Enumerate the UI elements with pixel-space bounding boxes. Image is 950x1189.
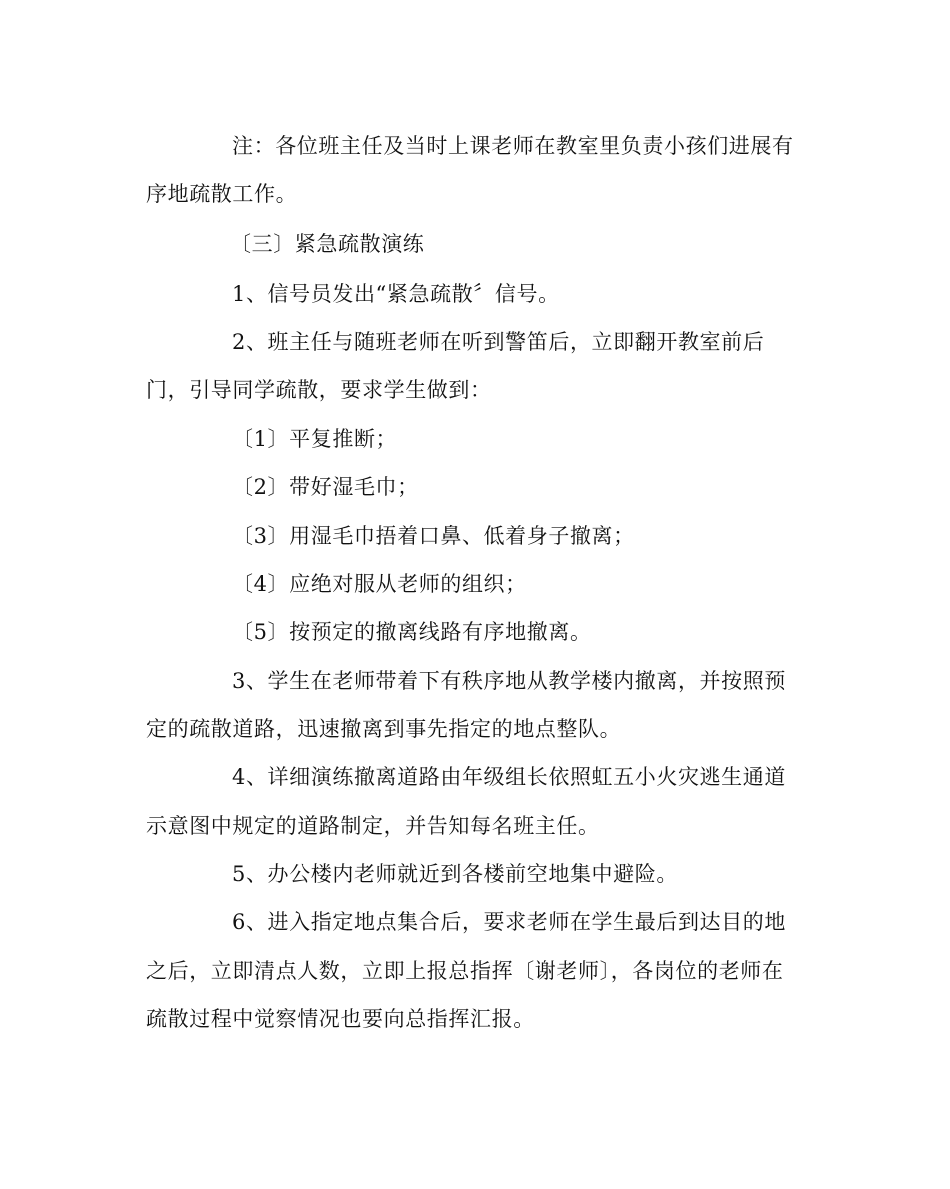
sub-item-1: 〔1〕平复推断； (232, 427, 398, 451)
note-line-1: 注：各位班主任及当时上课老师在教室里负责小孩们进展有 (232, 134, 794, 158)
item-2-line-1: 2、班主任与随班老师在听到警笛后，立即翻开教室前后 (232, 330, 765, 354)
sub-item-5: 〔5〕按预定的撤离线路有序地撤离。 (232, 620, 592, 644)
sub-item-3: 〔3〕用湿毛巾捂着口鼻、低着身子撤离； (232, 524, 635, 548)
item-6-line-1: 6、进入指定地点集合后，要求老师在学生最后到达目的地 (232, 910, 786, 934)
item-2-line-2: 门，引导同学疏散，要求学生做到： (146, 378, 492, 402)
section-heading: 〔三〕紧急疏散演练 (230, 232, 425, 256)
item-1-line-1: 1、信号员发出“紧急疏散〞信号。 (232, 282, 560, 306)
item-4-line-1: 4、详细演练撤离道路由年级组长依照虹五小火灾逃生通道 (232, 765, 786, 789)
item-5-line-1: 5、办公楼内老师就近到各楼前空地集中避险。 (232, 862, 678, 886)
item-4-line-2: 示意图中规定的道路制定，并告知每名班主任。 (146, 814, 600, 838)
sub-item-4: 〔4〕应绝对服从老师的组织； (232, 572, 527, 596)
item-3-line-2: 定的疏散道路，迅速撤离到事先指定的地点整队。 (146, 717, 622, 741)
item-3-line-1: 3、学生在老师带着下有秩序地从教学楼内撤离，并按照预 (232, 669, 786, 693)
note-line-2: 序地疏散工作。 (146, 182, 298, 206)
sub-item-2: 〔2〕带好湿毛巾； (232, 475, 419, 499)
item-6-line-3: 疏散过程中觉察情况也要向总指挥汇报。 (146, 1007, 535, 1031)
item-6-line-2: 之后，立即清点人数，立即上报总指挥〔谢老师〕，各岗位的老师在 (146, 959, 784, 983)
